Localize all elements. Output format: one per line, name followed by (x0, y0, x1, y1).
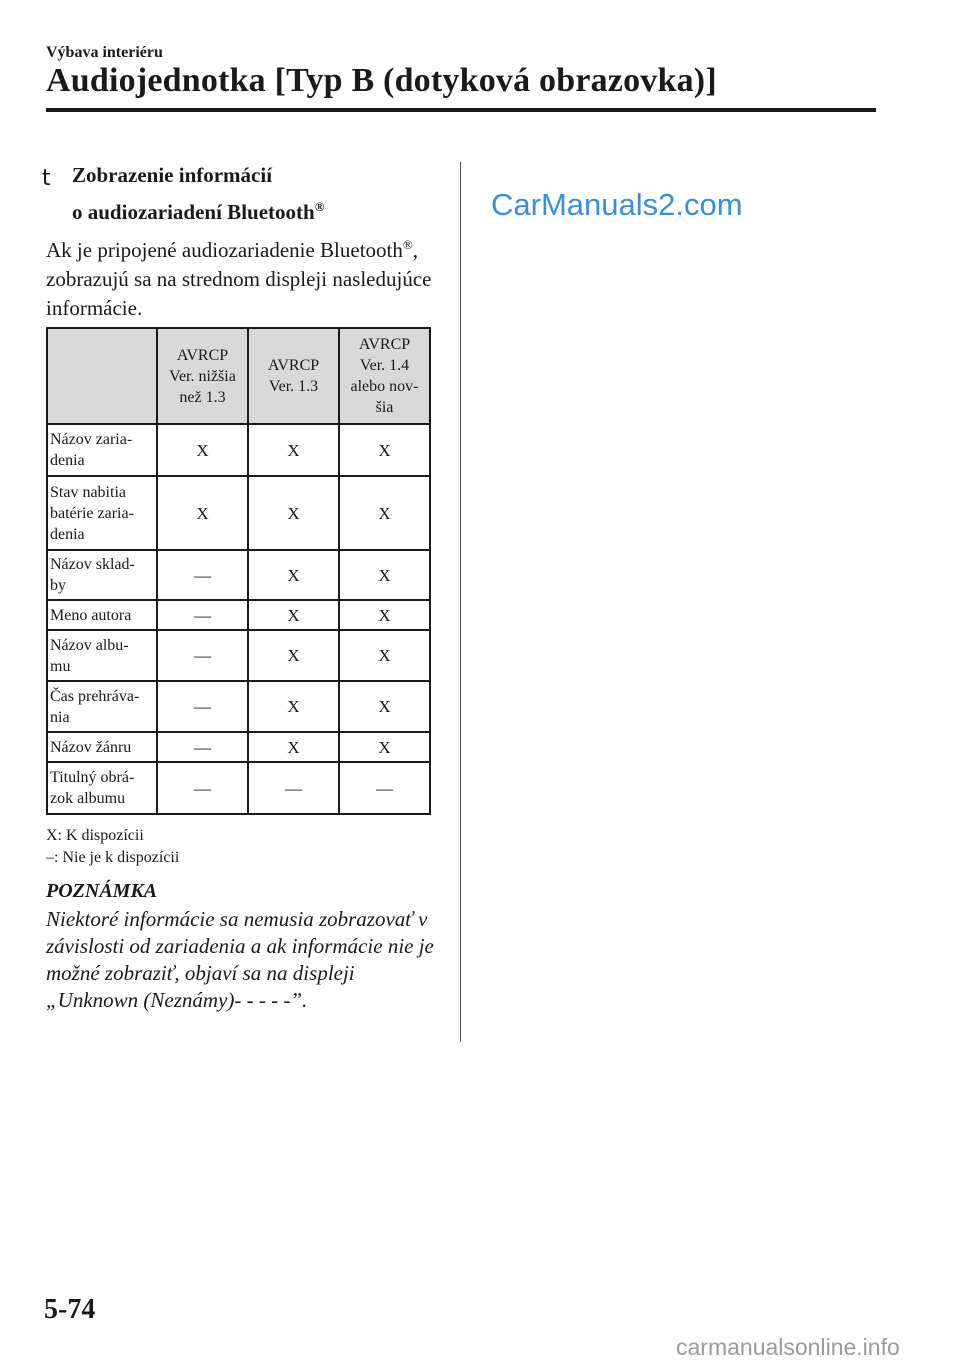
page-number: 5-74 (44, 1294, 96, 1325)
table-cell: X (339, 600, 430, 630)
table-legend (46, 825, 179, 869)
table-cell: X (248, 681, 339, 732)
table-row (47, 476, 430, 550)
page-title: Audiojednotka [Typ B (dotyková obrazovka)] (46, 62, 717, 99)
table-row-label: Meno autora (47, 600, 157, 630)
intro-paragraph (46, 230, 446, 323)
table-row-label: Titulný obrá- zok albumu (47, 762, 157, 814)
table-cell: — (339, 762, 430, 814)
table-cell: X (248, 424, 339, 476)
section-bullet-icon: t (42, 166, 51, 191)
watermark-carmanuals2: CarManuals2.com (491, 187, 743, 222)
section-heading (72, 160, 452, 228)
table-row (47, 630, 430, 681)
table-row (47, 681, 430, 732)
table-row (47, 550, 430, 600)
table-header-row (47, 328, 430, 424)
table-row (47, 762, 430, 814)
table-row (47, 424, 430, 476)
table-cell: X (339, 732, 430, 762)
table-header-cell: AVRCP Ver. 1.3 (248, 328, 339, 424)
registered-mark: ® (402, 237, 413, 252)
table-row (47, 732, 430, 762)
table-cell: X (339, 424, 430, 476)
table-cell: — (248, 762, 339, 814)
header-divider (46, 108, 876, 112)
watermark-carmanualsonline: carmanualsonline.info (676, 1334, 900, 1360)
column-divider (460, 162, 461, 1042)
table-row-label: Názov zaria- denia (47, 424, 157, 476)
intro-text-1: Ak je pripojené audiozariadenie Bluetooth (46, 238, 403, 262)
legend-available: X: K dispozícii (46, 827, 144, 844)
note-text: Niektoré informácie sa nemusia zobrazovať v závislosti od zariadenia a ak informácie nie je možné zobraziť, objaví sa na displeji „Unknown (Neznámy)- - - - -”. (46, 907, 434, 1012)
table-cell: — (157, 600, 248, 630)
table-cell: X (248, 600, 339, 630)
table-row-label: Názov žánru (47, 732, 157, 762)
table-row (47, 600, 430, 630)
table-cell: X (248, 732, 339, 762)
table-cell: — (157, 550, 248, 600)
table-cell: X (339, 550, 430, 600)
table-cell: X (248, 476, 339, 550)
table-cell: X (248, 550, 339, 600)
table-cell: X (157, 424, 248, 476)
table-row-label: Čas prehráva- nia (47, 681, 157, 732)
table-cell: X (248, 630, 339, 681)
table-cell: X (339, 476, 430, 550)
registered-mark: ® (314, 199, 325, 214)
table-cell: — (157, 630, 248, 681)
table-cell: X (339, 681, 430, 732)
section-heading-line2: o audiozariadení Bluetooth (72, 200, 315, 224)
table-cell: — (157, 732, 248, 762)
table-header-cell: AVRCP Ver. 1.4 alebo nov- šia (339, 328, 430, 424)
section-label: Výbava interiéru (46, 44, 163, 61)
section-heading-line1: Zobrazenie informácií (72, 163, 273, 187)
table-row-label: Názov sklad- by (47, 550, 157, 600)
table-row-label: Názov albu- mu (47, 630, 157, 681)
intro-text-2: , zobrazujú sa na strednom displeji nasledujúce informácie. (46, 238, 432, 320)
info-table (46, 327, 431, 815)
legend-unavailable: –: Nie je k dispozícii (46, 849, 180, 866)
table-cell: X (339, 630, 430, 681)
note-title: POZNÁMKA (46, 880, 158, 902)
table-header-cell: AVRCP Ver. nižšia než 1.3 (157, 328, 248, 424)
table-row-label: Stav nabitia batérie zaria- denia (47, 476, 157, 550)
table-cell: — (157, 681, 248, 732)
table-header-cell (47, 328, 157, 424)
table-cell: X (157, 476, 248, 550)
table-cell: — (157, 762, 248, 814)
